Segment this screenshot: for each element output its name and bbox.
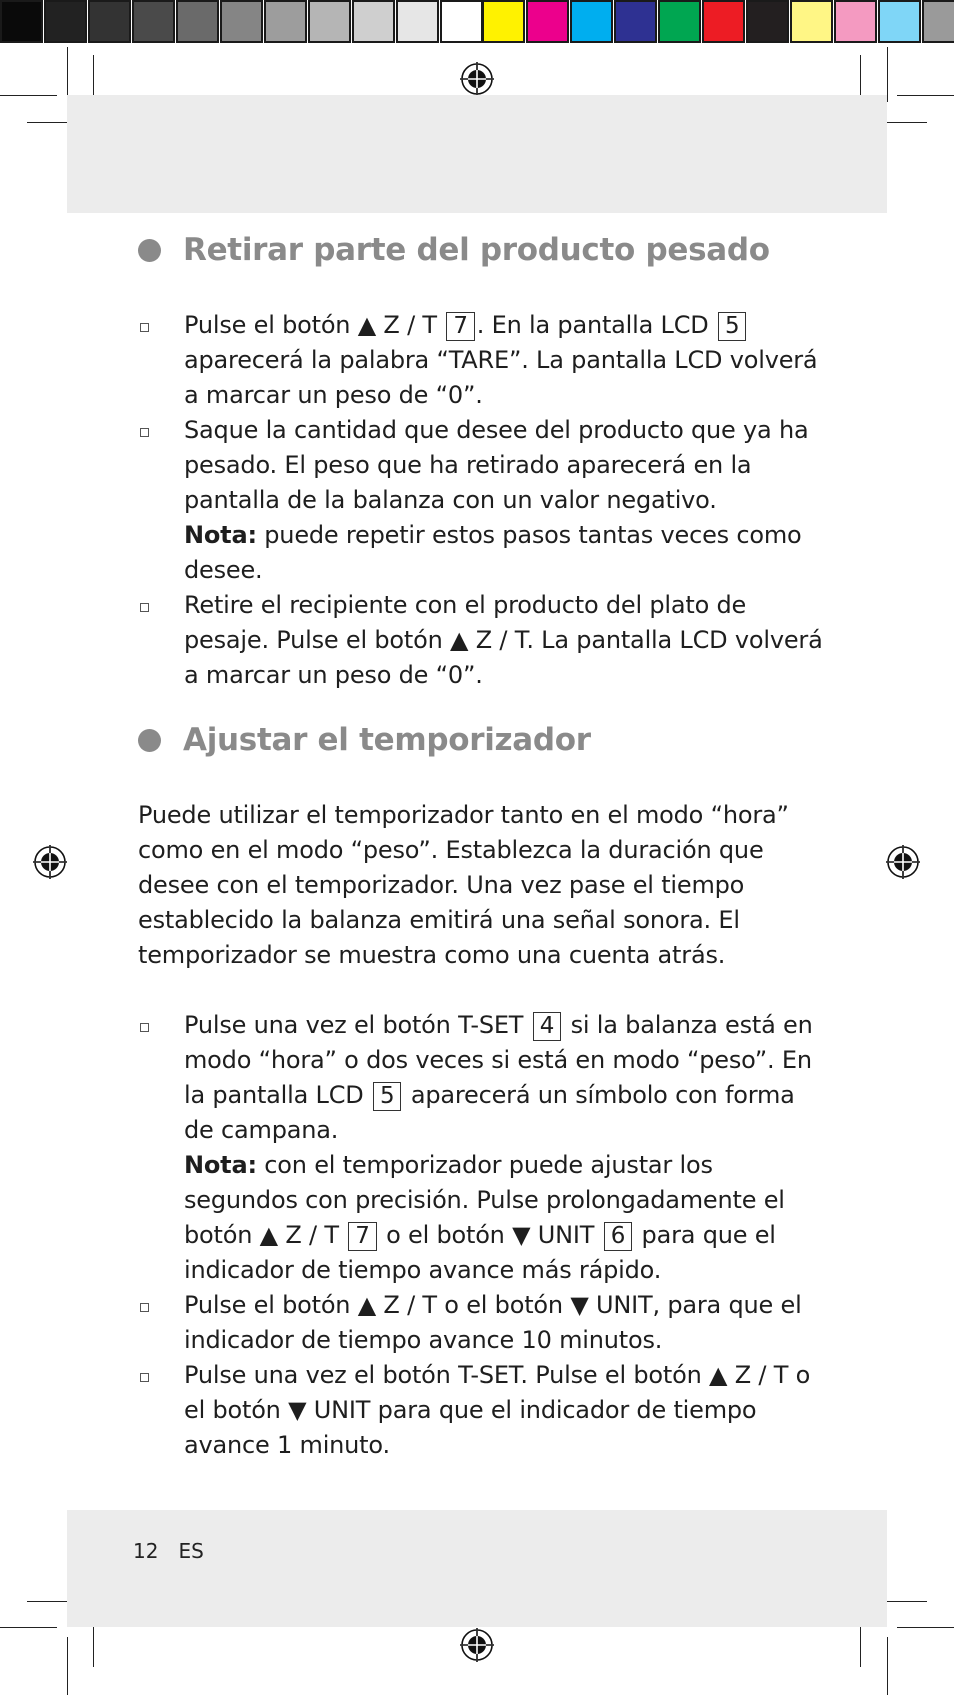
crop-mark bbox=[93, 1620, 94, 1667]
crop-mark bbox=[897, 1627, 954, 1628]
item-text: Pulse el botón ▲ Z / T o el botón ▼ UNIT, para que el indicador de tiempo avance 10 minutos. bbox=[184, 1291, 802, 1354]
reference-number: 7 bbox=[348, 1222, 376, 1251]
item-text: Pulse una vez el botón T-SET bbox=[184, 1011, 531, 1039]
color-swatch bbox=[570, 0, 613, 43]
bullet-dot-icon bbox=[138, 239, 161, 262]
list-item bbox=[138, 1358, 828, 1463]
list-item bbox=[138, 1008, 828, 1288]
checkbox-bullet-icon bbox=[140, 428, 149, 437]
color-swatch bbox=[176, 0, 219, 43]
color-swatch bbox=[526, 0, 569, 43]
color-swatch bbox=[132, 0, 175, 43]
language-code: ES bbox=[178, 1539, 204, 1563]
item-text: . En la pantalla LCD bbox=[476, 311, 716, 339]
color-swatch bbox=[44, 0, 87, 43]
reference-number: 7 bbox=[446, 312, 474, 341]
item-text: Saque la cantidad que desee del producto que ya ha pesado. El peso que ha retirado aparecerá en la pantalla de la balanza con un valor negativo. bbox=[184, 416, 809, 514]
crop-mark bbox=[67, 47, 68, 102]
item-text: Pulse una vez el botón T-SET. Pulse el botón ▲ Z / T o el botón ▼ UNIT para que el indicador de tiempo avance 1 minuto. bbox=[184, 1361, 811, 1459]
header-band bbox=[67, 95, 887, 213]
color-swatch bbox=[88, 0, 131, 43]
checkbox-bullet-icon bbox=[140, 1303, 149, 1312]
list-item bbox=[138, 588, 828, 693]
crop-mark bbox=[887, 1637, 888, 1695]
crop-mark bbox=[887, 47, 888, 102]
reference-number: 6 bbox=[604, 1222, 632, 1251]
checkbox-bullet-icon bbox=[140, 1023, 149, 1032]
color-swatch bbox=[922, 0, 954, 43]
grayscale-color-bar bbox=[0, 0, 484, 47]
checkbox-bullet-icon bbox=[140, 323, 149, 332]
color-swatch bbox=[264, 0, 307, 43]
registration-mark-icon bbox=[460, 62, 494, 96]
color-swatch bbox=[396, 0, 439, 43]
item-text: si la balanza está en modo “hora” o dos veces si está en modo “peso”. En la pantalla LCD bbox=[184, 1011, 813, 1109]
checkbox-bullet-icon bbox=[140, 1373, 149, 1382]
note-text: para que el indicador de tiempo avance más rápido. bbox=[184, 1221, 776, 1284]
page-footer bbox=[133, 1539, 204, 1563]
color-swatch bbox=[482, 0, 525, 43]
intro-paragraph: Puede utilizar el temporizador tanto en el modo “hora” como en el modo “peso”. Establezca la duración que desee con el temporizador. Una vez pase el tiempo establecido la balanza emitirá una señal sonora. El temporizador se muestra como una cuenta atrás. bbox=[138, 801, 789, 969]
note-text: o el botón ▼ UNIT bbox=[378, 1221, 602, 1249]
registration-mark-icon bbox=[886, 845, 920, 879]
section-timer-steps bbox=[138, 1008, 828, 1463]
section-remove-steps bbox=[138, 308, 828, 693]
crop-mark bbox=[67, 1637, 68, 1695]
color-swatch bbox=[352, 0, 395, 43]
section-timer bbox=[138, 722, 828, 758]
note-text: con el temporizador puede ajustar los segundos con precisión. Pulse prolongadamente el botón ▲ Z / T bbox=[184, 1151, 785, 1249]
checkbox-bullet-icon bbox=[140, 603, 149, 612]
registration-mark-icon bbox=[460, 1628, 494, 1662]
note-text: puede repetir estos pasos tantas veces como desee. bbox=[184, 521, 802, 584]
registration-mark-icon bbox=[33, 845, 67, 879]
color-swatch bbox=[440, 0, 483, 43]
crop-mark bbox=[897, 95, 954, 96]
crop-mark bbox=[0, 1627, 57, 1628]
note-label: Nota: bbox=[184, 1151, 257, 1179]
item-text: Retire el recipiente con el producto del plato de pesaje. Pulse el botón ▲ Z / T. La pantalla LCD volverá a marcar un peso de “0”. bbox=[184, 591, 823, 689]
item-text: aparecerá la palabra “TARE”. La pantalla LCD volverá a marcar un peso de “0”. bbox=[184, 346, 818, 409]
page-number: 12 bbox=[133, 1539, 159, 1563]
color-swatch bbox=[658, 0, 701, 43]
section-remove-product bbox=[138, 232, 828, 268]
heading-text: Ajustar el temporizador bbox=[183, 722, 591, 758]
reference-number: 4 bbox=[533, 1012, 561, 1041]
color-swatch bbox=[702, 0, 745, 43]
color-swatch bbox=[220, 0, 263, 43]
reference-number: 5 bbox=[718, 312, 746, 341]
heading-text: Retirar parte del producto pesado bbox=[183, 232, 770, 268]
color-swatch bbox=[0, 0, 43, 43]
section-heading bbox=[138, 232, 828, 268]
crop-mark bbox=[860, 1620, 861, 1667]
crop-mark bbox=[0, 95, 57, 96]
color-swatch bbox=[834, 0, 877, 43]
color-swatch bbox=[878, 0, 921, 43]
timer-intro bbox=[138, 798, 828, 973]
color-swatch bbox=[746, 0, 789, 43]
item-text: aparecerá un símbolo con forma de campana. bbox=[184, 1081, 795, 1144]
item-text: Pulse el botón ▲ Z / T bbox=[184, 311, 445, 339]
section-heading bbox=[138, 722, 828, 758]
color-swatch bbox=[614, 0, 657, 43]
color-swatch bbox=[790, 0, 833, 43]
reference-number: 5 bbox=[373, 1082, 401, 1111]
footer-band bbox=[67, 1510, 887, 1627]
note-label: Nota: bbox=[184, 521, 257, 549]
color-swatch bbox=[308, 0, 351, 43]
process-color-bar bbox=[482, 0, 954, 47]
list-item bbox=[138, 1288, 828, 1358]
list-item bbox=[138, 308, 828, 413]
bullet-dot-icon bbox=[138, 729, 161, 752]
list-item bbox=[138, 413, 828, 588]
